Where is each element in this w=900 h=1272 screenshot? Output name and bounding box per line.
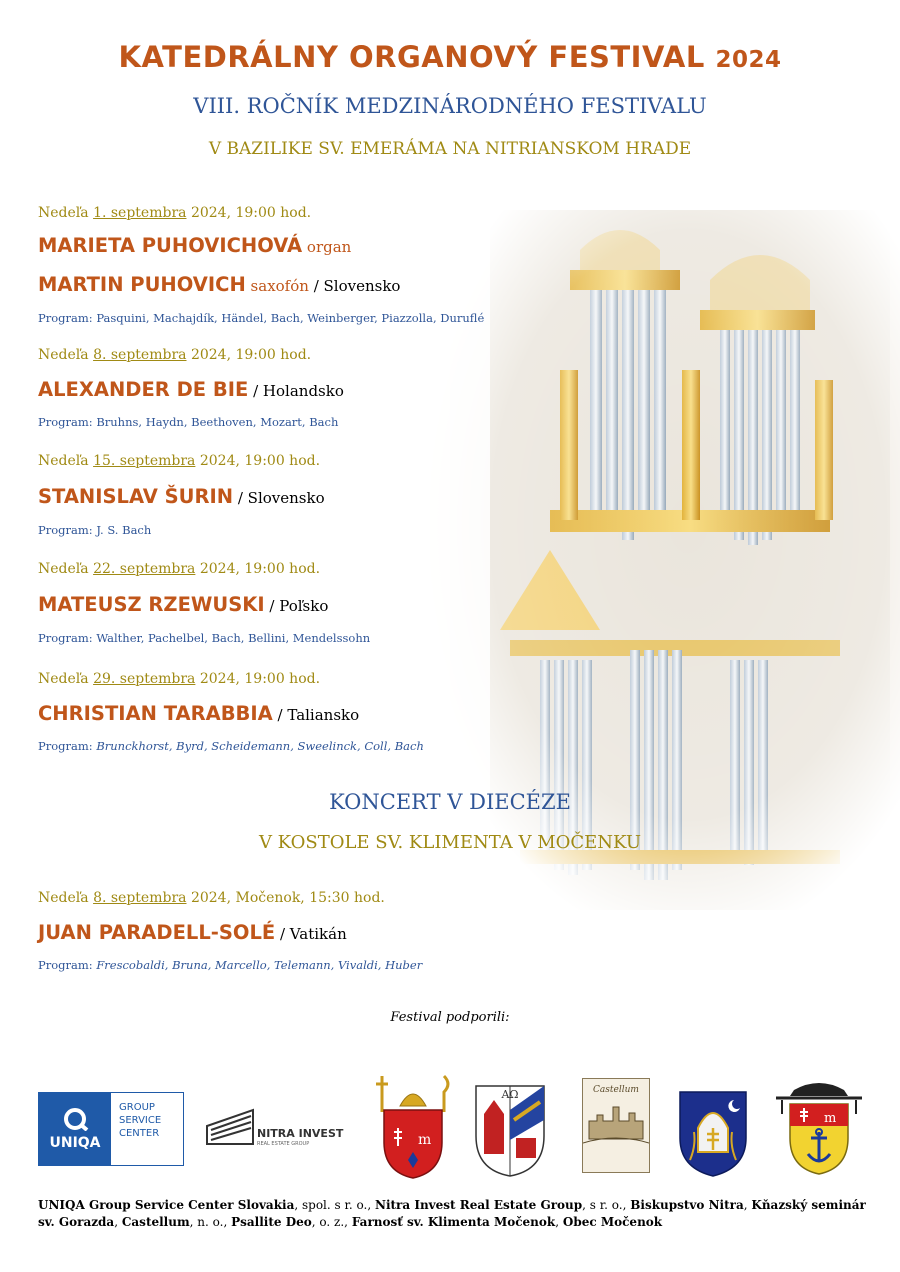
date-link[interactable]: 22. septembra [93, 561, 196, 577]
concert-1-performer-2: MARTIN PUHOVICH saxofón / Slovensko [38, 273, 401, 296]
concert-3-performer: STANISLAV ŠURIN / Slovensko [38, 485, 325, 508]
date-link[interactable]: 8. septembra [93, 347, 187, 363]
concert-2-performer: ALEXANDER DE BIE / Holandsko [38, 378, 344, 401]
festival-title [0, 40, 900, 74]
seminary-coat-of-arms [470, 1080, 550, 1182]
diocese-heading: KONCERT V DIECÉZE [329, 790, 571, 814]
date-link[interactable]: 8. septembra [93, 890, 187, 906]
mocenok-parish-crest [774, 1078, 864, 1180]
date-link[interactable]: 15. septembra [93, 453, 196, 469]
concert-1-program: Program: Pasquini, Machajdík, Händel, Bach, Weinberger, Piazzolla, Duruflé [38, 311, 485, 325]
svg-text:AΩ: AΩ [501, 1088, 519, 1101]
concert-4-program: Program: Walther, Pachelbel, Bach, Bellini, Mendelssohn [38, 631, 371, 645]
castellum-brand: Castellum [593, 1085, 639, 1095]
svg-text:m: m [418, 1132, 432, 1148]
seminary-crest-icon [470, 1080, 550, 1178]
date-link[interactable]: 29. septembra [93, 671, 196, 687]
concert-2-program: Program: Bruhns, Haydn, Beethoven, Mozart, Bach [38, 415, 339, 429]
psallite-deo-crest [676, 1088, 750, 1182]
uniqa-brand: UNIQA [49, 1135, 101, 1151]
date-link[interactable]: 1. septembra [93, 205, 187, 221]
uniqa-text: GROUP SERVICE CENTER [119, 1102, 162, 1139]
concert-5-date: Nedeľa 29. septembra 2024, 19:00 hod. [38, 671, 321, 687]
sponsors-footer: UNIQA Group Service Center Slovakia, spol. s r. o., Nitra Invest Real Estate Group, s r. o., Biskupstvo Nitra, Kňazský seminár sv. Gorazda, Castellum, n. o., Psallite Deo, o. z., Farnosť sv. Klimenta Močenok, Obec Močenok [38, 1198, 866, 1229]
concert-5-performer: CHRISTIAN TARABBIA / Taliansko [38, 702, 360, 725]
nitra-invest-logo [205, 1108, 350, 1153]
diocese-concert-performer: JUAN PARADELL-SOLÉ / Vatikán [38, 921, 347, 944]
nitra-sub: REAL ESTATE GROUP [257, 1141, 310, 1147]
title-year: 2024 [715, 47, 782, 73]
festival-subtitle: VIII. ROČNÍK MEDZINÁRODNÉHO FESTIVALU [193, 94, 707, 118]
uniqa-mark [39, 1093, 111, 1165]
concert-5-program: Program: Brunckhorst, Byrd, Scheidemann, Sweelinck, Coll, Bach [38, 739, 424, 753]
bishop-crest-icon [372, 1072, 454, 1180]
diocese-venue: V KOSTOLE SV. KLIMENTA V MOČENKU [258, 832, 642, 853]
diocese-concert-program: Program: Frescobaldi, Bruna, Marcello, Telemann, Vivaldi, Huber [38, 958, 423, 972]
concert-3-program: Program: J. S. Bach [38, 523, 152, 537]
concert-4-performer: MATEUSZ RZEWUSKI / Poľsko [38, 593, 329, 616]
concert-1-performer-1: MARIETA PUHOVICHOVÁ organ [38, 234, 352, 257]
castellum-logo [582, 1078, 650, 1173]
nitra-brand: NITRA INVEST [257, 1127, 344, 1140]
concert-2-date: Nedeľa 8. septembra 2024, 19:00 hod. [38, 347, 312, 363]
festival-venue: V BAZILIKE SV. EMERÁMA NA NITRIANSKOM HRADE [208, 139, 692, 159]
uniqa-emblem-icon [60, 1107, 90, 1131]
diocese-concert-date: Nedeľa 8. septembra 2024, Močenok, 15:30 hod. [38, 890, 385, 906]
svg-text:m: m [824, 1111, 837, 1126]
uniqa-logo [38, 1092, 184, 1166]
concert-1-date: Nedeľa 1. septembra 2024, 19:00 hod. [38, 205, 312, 221]
concert-4-date: Nedeľa 22. septembra 2024, 19:00 hod. [38, 561, 321, 577]
castle-icon [583, 1095, 649, 1155]
concert-3-date: Nedeľa 15. septembra 2024, 19:00 hod. [38, 453, 321, 469]
bishopric-nitra-coat-of-arms [372, 1072, 454, 1184]
sponsors-label: Festival podporili: [390, 1010, 510, 1025]
psallite-crest-icon [676, 1088, 750, 1178]
mocenok-crest-icon [774, 1078, 864, 1176]
building-icon [205, 1108, 255, 1146]
title-text: KATEDRÁLNY ORGANOVÝ FESTIVAL [118, 40, 705, 74]
